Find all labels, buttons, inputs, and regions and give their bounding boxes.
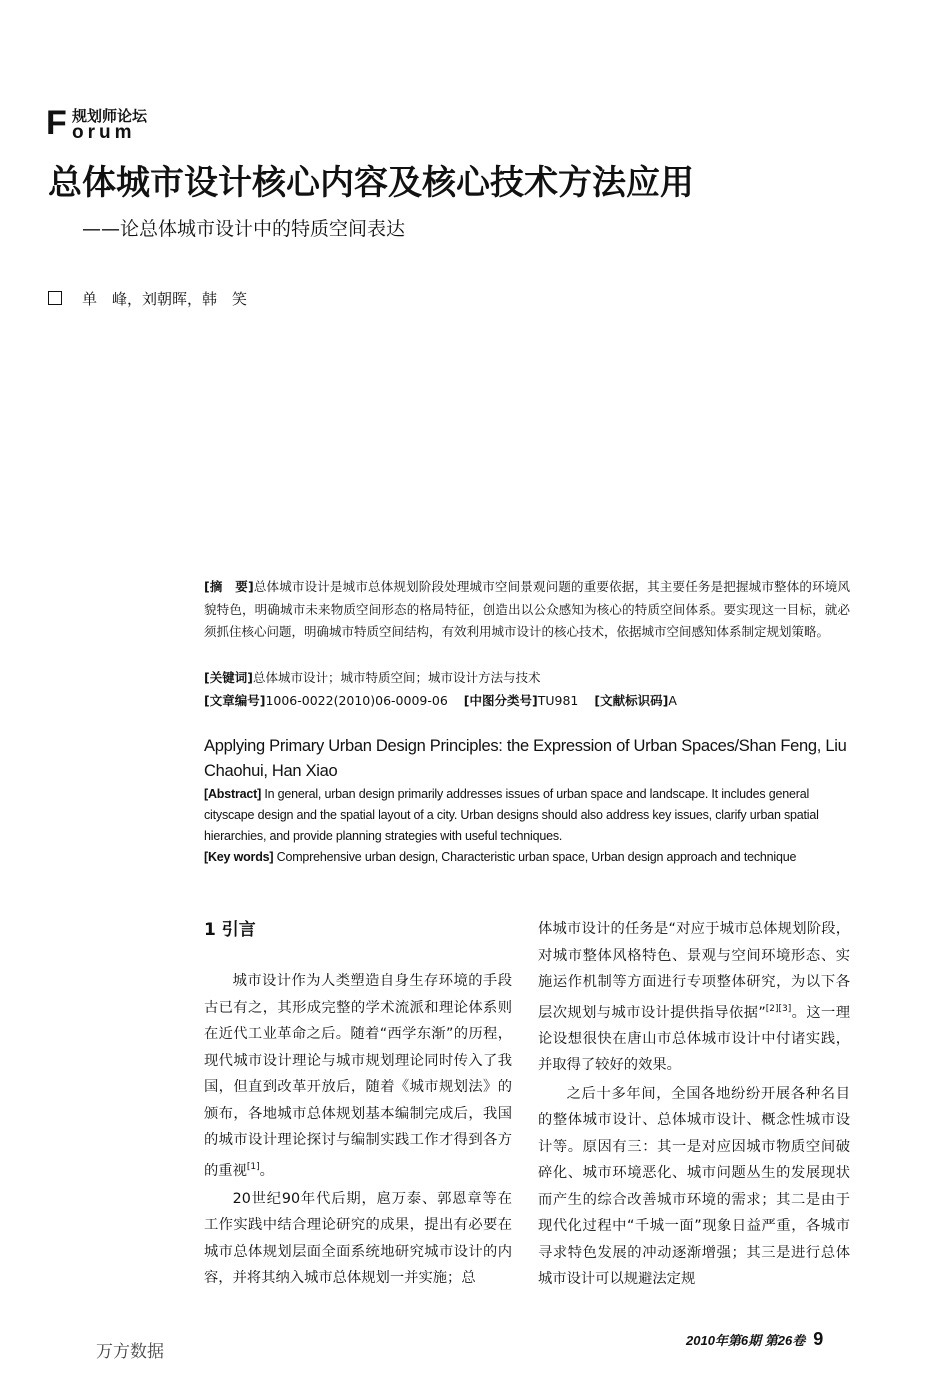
page-number: 9 [813,1329,824,1349]
article-subtitle: ——论总体城市设计中的特质空间表达 [82,218,406,240]
square-bullet-icon [48,291,62,305]
paragraph: 城市设计作为人类塑造自身生存环境的手段古已有之，其形成完整的学术流派和理论体系则在近代工业革命之后。随着“西学东渐”的历程，现代城市设计理论与城市规划理论同时传入了我国，但直到改革开放后，随着《城市规划法》的颁布，各地城市总体规划基本编制完成后，我国的城市设计理论探讨与编制实践工作才得到各方的重视[1]。 [204,973,512,1179]
abstract-en-label: [Abstract] [204,787,262,801]
abstract-en [204,784,854,847]
forum-logo [46,106,166,146]
author-line [48,288,247,310]
keywords-en [204,847,864,868]
abstract-cn [204,576,850,644]
article-no-label: [文章编号] [204,693,266,708]
citation: [2][3] [765,1003,792,1014]
abstract-en-text: In general, urban design primarily addresses issues of urban space and landscape. It includes general cityscape design and the spatial layout of a city. Urban designs should also address key issues, clarify urban spatial hierarchies, and provide planning strategies with useful techniques. [204,787,819,843]
keywords-cn [204,667,850,690]
paragraph: 20世纪90年代后期，扈万泰、郭恩章等在工作实践中结合理论研究的成果，提出有必要在城市总体规划层面全面系统地研究城市设计的内容，并将其纳入城市总体规划一并实施；总 [204,1190,512,1287]
doc-code: A [668,693,677,708]
paragraph: 之后十多年间，全国各地纷纷开展各种名目的整体城市设计、总体城市设计、概念性城市设计等。原因有三：其一是对应因城市物质空间破碎化、城市环境恶化、城市问题丛生的发展现状而产生的综合改善城市环境的需求；其二是由于现代化过程中“千城一面”现象日益严重，各城市寻求特色发展的冲动逐渐增强；其三是进行总体城市设计可以规避法定规 [538,1085,850,1288]
article-codes [204,690,850,713]
section-heading: 1 引言 [204,920,256,940]
authors: 单 峰，刘朝晖，韩 笑 [82,290,248,308]
keywords-label: [关键词] [204,670,253,685]
keywords-en-text: Comprehensive urban design, Characteristic urban space, Urban design approach and technique [273,850,797,864]
english-title: Applying Primary Urban Design Principles: the Expression of Urban Spaces/Shan Feng, Liu Chaohui, Han Xiao [204,737,847,780]
logo-english: orum [72,122,136,143]
issue-info: 2010年第6期 第26卷 [686,1333,806,1348]
watermark: 万方数据 [96,1342,164,1362]
keywords-en-label: [Key words] [204,850,274,864]
body-column-left [204,968,512,1294]
keywords-text: 总体城市设计；城市特质空间；城市设计方法与技术 [252,670,541,685]
abstract-text: 总体城市设计是城市总体规划阶段处理城市空间景观问题的重要依据，其主要任务是把握城市整体的环境风貌特色，明确城市未来物质空间形态的格局特征，创造出以公众感知为核心的特质空间体系。要实现这一目标，就必须抓住核心问题，明确城市特质空间结构，有效利用城市设计的核心技术，依据城市空间感知体系制定规划策略。 [204,579,850,639]
body-column-right [538,916,850,1295]
class-no: TU981 [537,693,579,708]
doc-label: [文献标识码] [594,693,669,708]
logo-letter: F [46,104,67,142]
article-no: 1006-0022(2010)06-0009-06 [265,693,448,708]
citation: [1] [246,1161,260,1172]
logo-column-name: 规划师论坛 [72,107,148,125]
abstract-label: [摘 要] [204,579,254,594]
paragraph: 体城市设计的任务是“对应于城市总体规划阶段，对城市整体风格特色、景观与空间环境形态、实施运作机制等方面进行专项整体研究，为以下各层次规划与城市设计提供指导依据”[2][3]。这一理论设想很快在唐山市总体城市设计中付诸实践，并取得了较好的效果。 [538,921,851,1074]
article-title: 总体城市设计核心内容及核心技术方法应用 [48,163,694,203]
page-footer [686,1330,823,1350]
class-label: [中图分类号] [463,693,538,708]
